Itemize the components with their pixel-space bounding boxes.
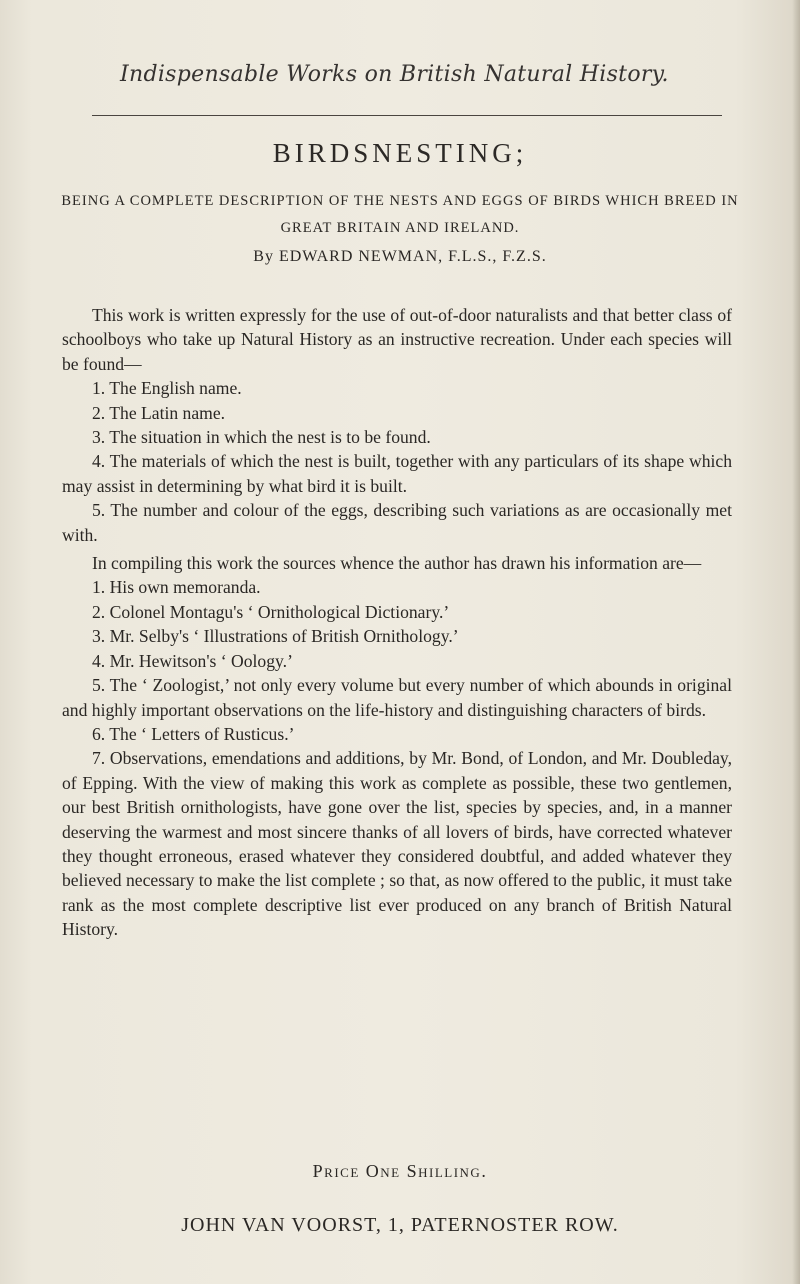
book-subtitle: BEING A COMPLETE DESCRIPTION OF THE NESTS AND EGGS OF BIRDS WHICH BREED IN GREAT BRITAIN AND IRELAND. — [61, 193, 739, 236]
publisher-imprint: JOHN VAN VOORST, 1, PATERNOSTER ROW. — [181, 1214, 619, 1236]
sources-item: 1. His own memoranda. — [92, 577, 261, 598]
price-line: Price One Shilling. — [312, 1161, 488, 1181]
header-rule — [92, 115, 722, 116]
sources-item: 5. The ‘ Zoologist,’ not only every volume but every number of which abounds in original and highly important observations on the life-history and distinguishing characters of birds. — [62, 675, 732, 720]
sources-item: 2. Colonel Montagu's ‘ Ornithological Dictionary.’ — [92, 601, 450, 622]
contents-item: 5. The number and colour of the eggs, describing such variations as are occasionally met with. — [62, 500, 732, 545]
advertisement-body — [62, 303, 732, 942]
sources-intro-paragraph: In compiling this work the sources whence the author has drawn his information are— — [92, 553, 702, 574]
book-author: By EDWARD NEWMAN, F.L.S., F.Z.S. — [253, 248, 547, 265]
book-title: BIRDSNESTING; — [272, 138, 528, 168]
running-head: Indispensable Works on British Natural History. — [120, 62, 669, 87]
contents-item: 1. The English name. — [92, 378, 242, 399]
sources-item: 6. The ‘ Letters of Rusticus.’ — [92, 723, 295, 744]
sources-list — [62, 575, 732, 941]
sources-item: 7. Observations, emendations and additions, by Mr. Bond, of London, and Mr. Doubleday, of Epping. With the view of making this work as complete as possible, these two gentlemen, our best British ornithologists, have gone over the list, species by species, and, in a manner deserving the warmest and most sincere thanks of all lovers of birds, have corrected whatever they thought erroneous, erased whatever they considered doubtful, and added whatever they believed necessary to make the list complete ; so that, as now offered to the public, it must take rank as the most complete descriptive list ever produced on any branch of British Natural History. — [62, 748, 733, 940]
page-edge-shadow — [792, 0, 800, 1284]
contents-item: 2. The Latin name. — [92, 402, 226, 423]
contents-item: 4. The materials of which the nest is built, together with any particulars of its shape which may assist in determining by what bird it is built. — [62, 451, 732, 496]
sources-item: 3. Mr. Selby's ‘ Illustrations of British Ornithology.’ — [92, 626, 459, 647]
contents-list — [62, 376, 732, 547]
intro-paragraph: This work is written expressly for the use of out-of-door naturalists and that better class of schoolboys who take up Natural History as an instructive recreation. Under each species will be found— — [62, 305, 732, 374]
contents-item: 3. The situation in which the nest is to be found. — [92, 427, 431, 448]
sources-item: 4. Mr. Hewitson's ‘ Oology.’ — [92, 650, 293, 671]
